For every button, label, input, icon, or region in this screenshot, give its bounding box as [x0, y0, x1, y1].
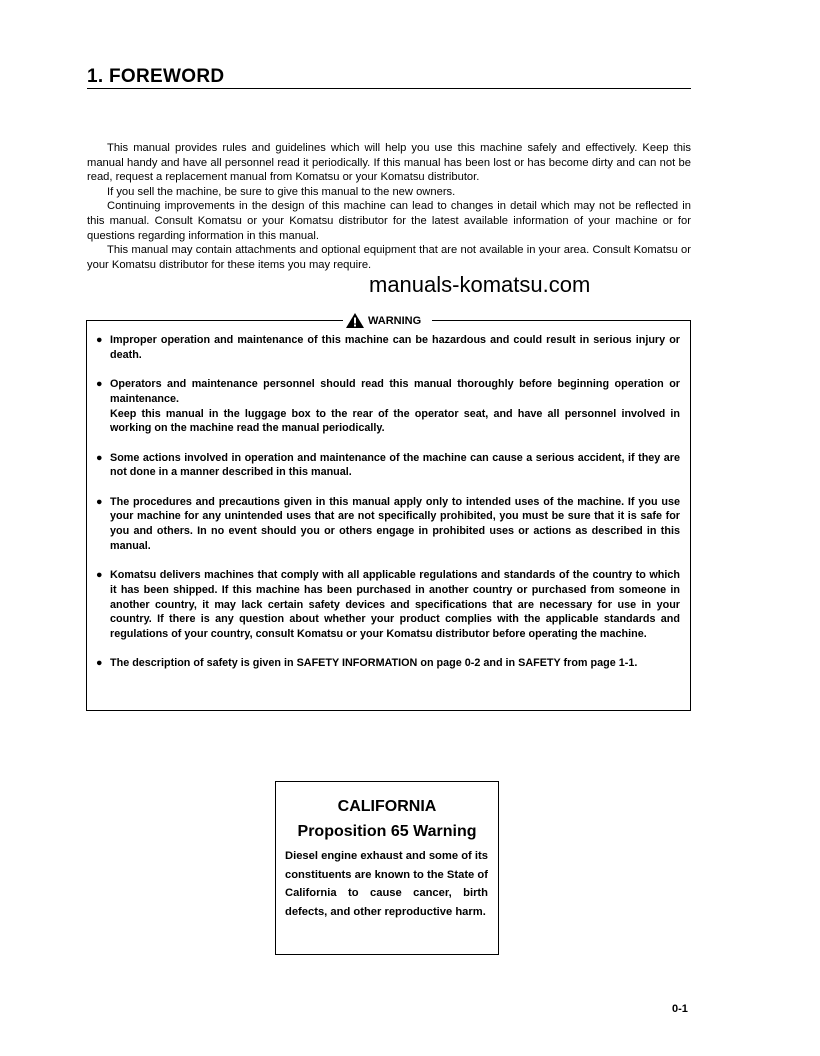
warning-item-text: Komatsu delivers machines that comply with all applicable regulations and standards of the country to which it has been shipped. If this machine has been purchased in another country or purchased from someone in another country, it may lack certain safety devices and specifications that are necessary for use in your country. If there is any question about whether your product complies with the applicable standards and regulations of your country, consult Komatsu or your Komatsu distributor before operating the machine. — [110, 569, 680, 640]
warning-item — [96, 495, 680, 554]
california-body: Diesel engine exhaust and some of its constituents are known to the State of California to cause cancer, birth defects, and other reproductive harm. — [285, 850, 488, 919]
warning-item — [96, 377, 680, 436]
watermark: manuals-komatsu.com — [369, 272, 591, 297]
warning-item — [96, 333, 680, 362]
intro-paragraph: Continuing improvements in the design of this machine can lead to changes in detail which may not be reflected in this manual. Consult Komatsu or your Komatsu distributor for the latest available information of your machine or for questions regarding information in this manual. — [87, 200, 691, 242]
warning-item-text: The procedures and precautions given in this manual apply only to intended uses of the machine. If you use your machine for any unintended uses that are not specifically prohibited, you must be sure that it is safe for you and others. In no event should you or others engage in prohibited uses or actions as described in this manual. — [110, 495, 680, 552]
intro-paragraph: If you sell the machine, be sure to give this manual to the new owners. — [107, 185, 456, 198]
warning-item — [96, 451, 680, 480]
bullet-icon: ● — [96, 657, 103, 670]
warning-item — [96, 656, 680, 671]
intro-paragraph: This manual provides rules and guidelines which will help you use this machine safely and effectively. Keep this manual handy and have all personnel read it periodically. If this manual has been lost or has become dirty and can not be read, request a replacement manual from Komatsu or your Komatsu distributor. — [87, 142, 691, 184]
warning-heading — [346, 313, 421, 328]
california-prop65-box — [275, 781, 499, 955]
intro-paragraph: This manual may contain attachments and optional equipment that are not available in your area. Consult Komatsu or your Komatsu distributor for these items you may require. — [87, 244, 691, 271]
section-title: 1. FOREWORD — [87, 66, 225, 87]
warning-item-text: Improper operation and maintenance of this machine can be hazardous and could result in serious injury or death. — [110, 334, 680, 361]
warning-label: WARNING — [368, 314, 422, 327]
warning-item-text: Operators and maintenance personnel should read this manual thoroughly before beginning operation or maintenance. Keep this manual in the luggage box to the rear of the operator seat, and have all personnel involved in working on the machine read the manual periodically. — [110, 378, 680, 435]
foreword-text — [87, 141, 691, 272]
california-subtitle: Proposition 65 Warning — [297, 823, 477, 840]
bullet-icon: ● — [96, 569, 103, 582]
bullet-icon: ● — [96, 495, 103, 508]
page-number: 0-1 — [672, 1003, 688, 1015]
warning-triangle-icon — [346, 313, 364, 328]
warning-list — [96, 333, 680, 686]
title-underline — [87, 88, 691, 89]
california-title: CALIFORNIA — [337, 798, 437, 815]
warning-item-text: Some actions involved in operation and maintenance of the machine can cause a serious accident, if they are not done in a manner described in this manual. — [110, 451, 680, 479]
warning-item-text: The description of safety is given in SAFETY INFORMATION on page 0-2 and in SAFETY from page 1-1. — [110, 657, 638, 670]
bullet-icon: ● — [96, 378, 103, 391]
bullet-icon: ● — [96, 334, 103, 346]
bullet-icon: ● — [96, 451, 103, 464]
warning-item — [96, 568, 680, 642]
